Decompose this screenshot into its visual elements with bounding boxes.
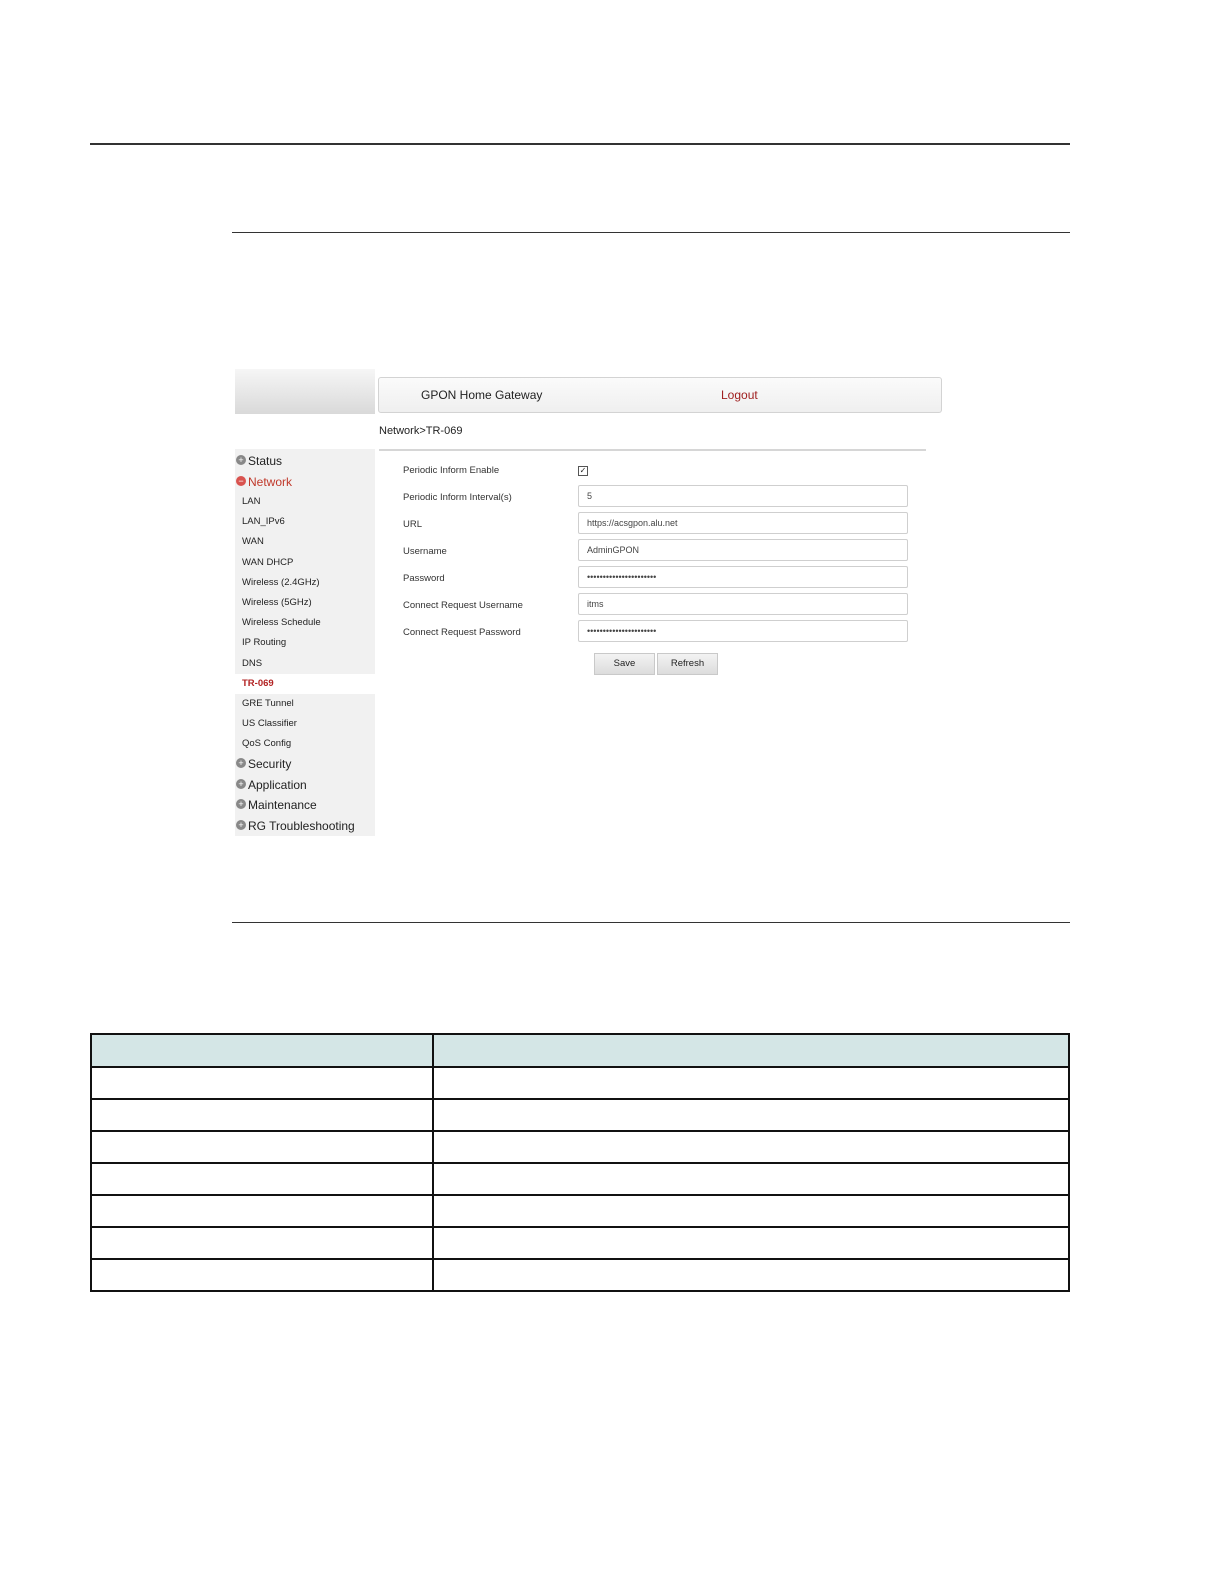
table-cell [91,1259,433,1291]
password-input[interactable]: •••••••••••••••••••••• [578,566,908,588]
sidebar-item-lan-ipv6[interactable]: LAN_IPv6 [242,516,285,528]
sidebar-group-label: RG Troubleshooting [248,818,355,833]
table-cell [91,1131,433,1163]
save-button[interactable]: Save [594,653,655,675]
sidebar-item-us-classifier[interactable]: US Classifier [242,718,297,730]
sidebar-group-application[interactable] [235,775,375,796]
refresh-button[interactable]: Refresh [657,653,718,675]
sidebar-item-wan-dhcp[interactable]: WAN DHCP [242,556,294,568]
tr069-form [403,458,923,647]
table-cell [433,1259,1069,1291]
sidebar-header [235,369,375,414]
section-rule-bottom [232,922,1070,923]
periodic-inform-enable-row [403,458,923,485]
periodic-inform-enable-checkbox[interactable]: ✓ [579,466,587,475]
sidebar-group-status[interactable] [235,451,375,472]
sidebar-item-dns[interactable]: DNS [242,657,263,669]
sidebar-menu [235,451,375,836]
collapse-icon: − [236,476,246,486]
periodic-inform-interval-label: Periodic Inform Interval(s) [403,492,512,503]
sidebar-group-label: Application [248,777,307,792]
expand-icon: + [236,758,246,768]
expand-icon: + [236,820,246,830]
logout-link[interactable]: Logout [721,388,758,402]
table-cell [433,1227,1069,1259]
sidebar-item-qos-config[interactable]: QoS Config [242,738,292,750]
app-title: GPON Home Gateway [421,388,543,402]
table-cell [91,1163,433,1195]
sidebar-item-ip-routing[interactable]: IP Routing [242,637,287,649]
periodic-inform-enable-label: Periodic Inform Enable [403,465,500,476]
connect-request-password-row [403,620,923,647]
sidebar-group-label: Maintenance [248,798,317,813]
table-cell [433,1099,1069,1131]
connect-request-username-input[interactable]: itms [578,593,908,615]
table-row [91,1131,1069,1163]
parameter-table [90,1033,1070,1292]
table-row [91,1067,1069,1099]
sidebar-group-label: Status [248,454,283,468]
sidebar-item-gre-tunnel[interactable]: GRE Tunnel [242,697,294,709]
table-body [91,1067,1069,1291]
table-header-cell [91,1034,433,1067]
table-cell [91,1227,433,1259]
sidebar-group-security[interactable] [235,754,375,775]
table-header-cell [433,1034,1069,1067]
sidebar-group-label: Security [248,757,292,772]
sidebar-group-network[interactable] [235,472,375,493]
table-cell [91,1099,433,1131]
sidebar-group-label: Network [248,474,293,489]
sidebar-item-wireless-5ghz[interactable]: Wireless (5GHz) [242,596,312,608]
table-row [91,1163,1069,1195]
password-row [403,566,923,593]
sidebar-item-wireless-schedule[interactable]: Wireless Schedule [242,617,321,629]
top-rule [90,143,1070,145]
sidebar-spacer [235,414,375,449]
table-cell [91,1195,433,1227]
table-cell [433,1195,1069,1227]
url-input[interactable]: https://acsgpon.alu.net [578,512,908,534]
username-row [403,539,923,566]
sidebar-item-tr-069[interactable]: TR-069 [235,674,375,694]
expand-icon: + [236,455,246,465]
url-row [403,512,923,539]
periodic-inform-interval-row [403,485,923,512]
table-cell [433,1131,1069,1163]
expand-icon: + [236,779,246,789]
expand-icon: + [236,799,246,809]
sidebar-item-wan[interactable]: WAN [242,536,264,548]
section-rule [232,232,1070,233]
sidebar [235,369,375,836]
username-input[interactable]: AdminGPON [578,539,908,561]
table-row [91,1099,1069,1131]
app-header [378,377,942,413]
gateway-screenshot [235,369,947,836]
sidebar-item-lan[interactable]: LAN [242,496,261,507]
table-cell [91,1067,433,1099]
sidebar-group-rg-troubleshooting[interactable] [235,816,375,837]
username-label: Username [403,546,447,557]
breadcrumb-divider [379,449,926,451]
table-row [91,1195,1069,1227]
table-cell [433,1067,1069,1099]
table-header-row [91,1034,1069,1067]
password-label: Password [403,573,445,584]
table-row [91,1259,1069,1291]
table-cell [433,1163,1069,1195]
sidebar-group-maintenance[interactable] [235,795,375,816]
url-label: URL [403,519,423,530]
breadcrumb: Network>TR-069 [379,425,463,437]
table-row [91,1227,1069,1259]
connect-request-username-label: Connect Request Username [403,600,523,611]
sidebar-item-wireless-2-4ghz[interactable]: Wireless (2.4GHz) [242,576,320,588]
connect-request-password-label: Connect Request Password [403,627,521,638]
connect-request-username-row [403,593,923,620]
periodic-inform-interval-input[interactable]: 5 [578,485,908,507]
connect-request-password-input[interactable]: •••••••••••••••••••••• [578,620,908,642]
